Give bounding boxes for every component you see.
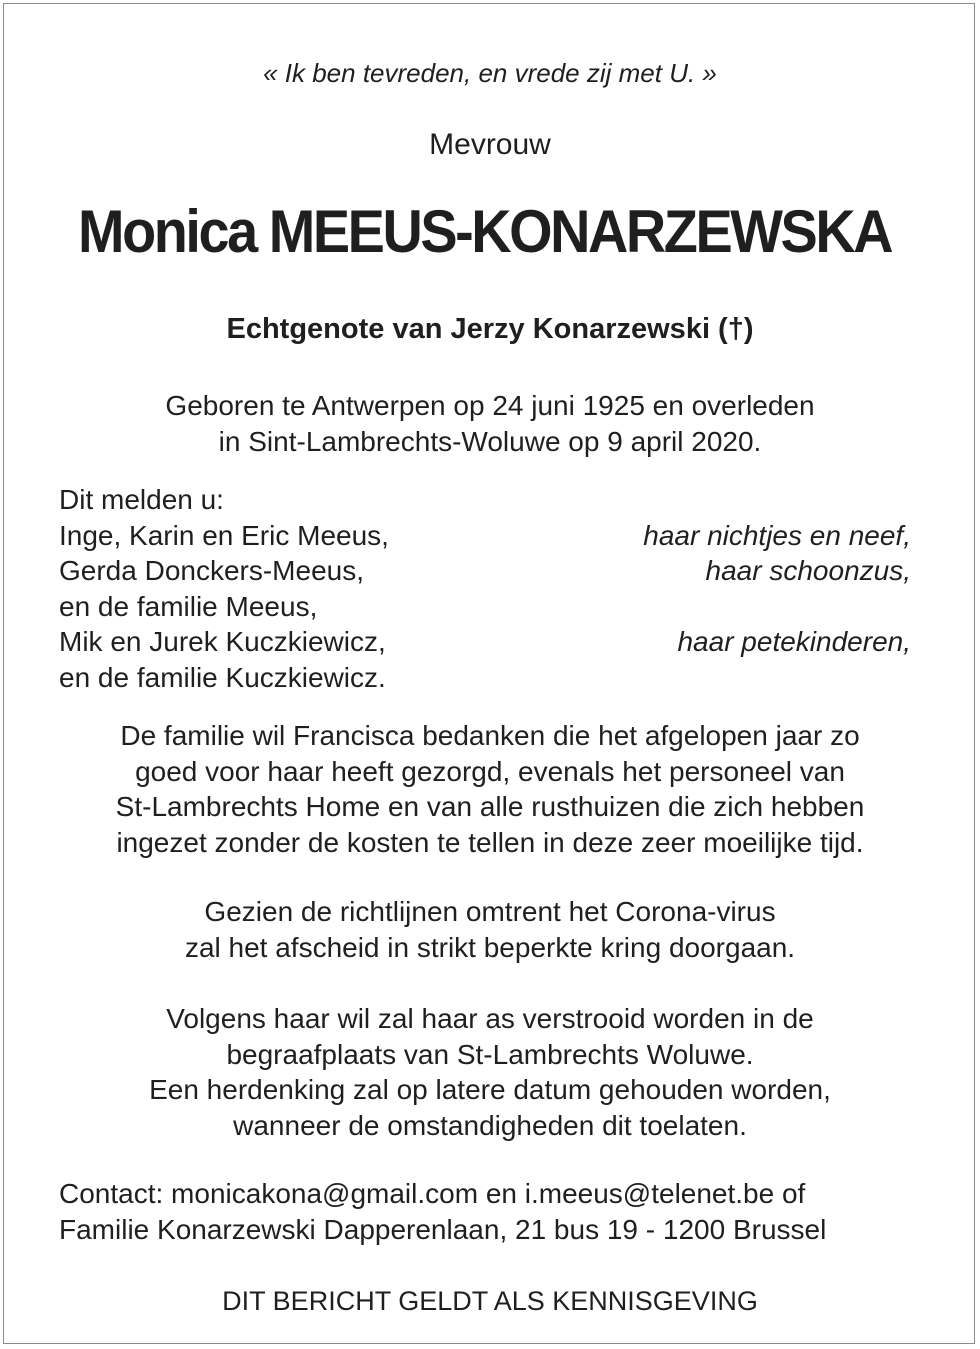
announcers-list — [59, 482, 911, 695]
announcer-row — [59, 624, 911, 660]
notice-footer: DIT BERICHT GELDT ALS KENNISGEVING — [222, 1286, 758, 1316]
corona-line: zal het afscheid in strikt beperkte kring doorgaan. — [184, 931, 796, 963]
announcer-names: Gerda Donckers-Meeus, — [59, 555, 365, 586]
ashes-line: begraafplaats van St-Lambrechts Woluwe. — [226, 1038, 754, 1070]
announcers-intro: Dit melden u: — [59, 484, 224, 515]
ashes-line: Volgens haar wil zal haar as verstrooid worden in de — [166, 1003, 814, 1034]
corona-paragraph — [0, 894, 980, 965]
thanks-line: goed voor haar heeft gezorgd, evenals het personeel van — [135, 755, 845, 787]
announcer-names: Inge, Karin en Eric Meeus, — [59, 519, 389, 551]
birth-death-paragraph — [0, 388, 980, 459]
contact-line: Contact: monicakona@gmail.com en i.meeus@telenet.be of — [59, 1178, 806, 1209]
contact-block — [59, 1176, 929, 1247]
deceased-name: Monica MEEUS-KONARZEWSKA — [78, 198, 892, 265]
announcer-names: Mik en Jurek Kuczkiewicz, — [59, 626, 386, 657]
announcers-intro-row — [59, 482, 911, 518]
ashes-paragraph — [0, 1001, 980, 1143]
announcer-relation: haar schoonzus, — [705, 555, 911, 586]
salutation: Mevrouw — [429, 128, 551, 161]
announcer-relation: haar petekinderen, — [677, 626, 911, 657]
motto-quote: « Ik ben tevreden, en vrede zij met U. » — [263, 58, 717, 88]
thanks-line: St-Lambrechts Home en van alle rusthuizen die zich hebben — [115, 791, 865, 822]
announcer-row — [59, 589, 911, 625]
birth-death-line: Geboren te Antwerpen op 24 juni 1925 en overleden — [165, 390, 815, 421]
birth-death-line: in Sint-Lambrechts-Woluwe op 9 april 2020. — [218, 425, 762, 457]
contact-address: Familie Konarzewski Dapperenlaan, 21 bus 19 - 1200 Brussel — [59, 1213, 827, 1245]
announcer-relation: haar nichtjes en neef, — [643, 519, 911, 551]
thanks-paragraph — [0, 718, 980, 860]
ashes-line: Een herdenking zal op latere datum gehouden worden, — [149, 1074, 831, 1105]
announcer-row — [59, 660, 911, 696]
announcer-names: en de familie Meeus, — [59, 590, 318, 622]
spouse-line: Echtgenote van Jerzy Konarzewski (†) — [226, 313, 754, 345]
corona-line: Gezien de richtlijnen omtrent het Corona-virus — [204, 896, 776, 927]
announcer-names: en de familie Kuczkiewicz. — [59, 661, 386, 693]
ashes-line: wanneer de omstandigheden dit toelaten. — [233, 1109, 747, 1141]
announcer-row — [59, 518, 911, 554]
thanks-line: ingezet zonder de kosten te tellen in deze zeer moeilijke tijd. — [116, 826, 864, 858]
thanks-line: De familie wil Francisca bedanken die het afgelopen jaar zo — [120, 720, 860, 751]
announcer-row — [59, 553, 911, 589]
